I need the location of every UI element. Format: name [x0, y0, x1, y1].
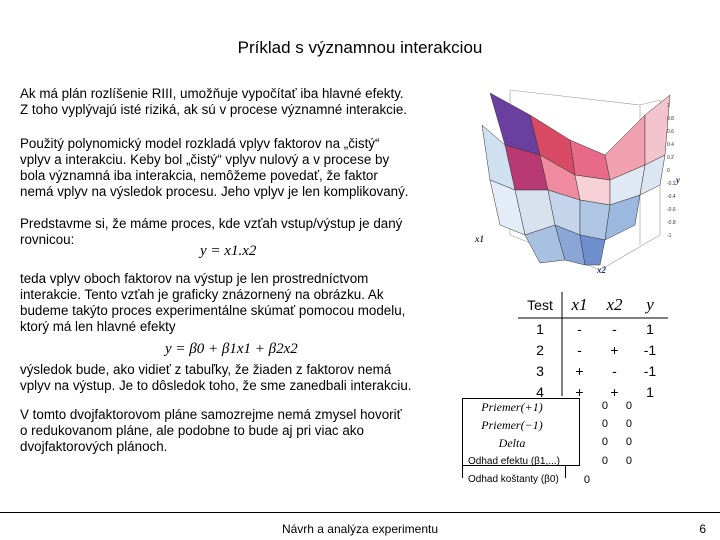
- table-cell: -: [577, 341, 582, 358]
- table-cell: -: [612, 362, 617, 379]
- table-cell: 2: [536, 341, 544, 358]
- table-cell: 1: [646, 320, 654, 337]
- page-number: 6: [699, 522, 706, 536]
- design-header-test: Test: [527, 297, 553, 313]
- page-title: Príklad s významnou interakciou: [237, 38, 483, 57]
- table-cell: +: [610, 341, 619, 358]
- design-table: [518, 292, 668, 402]
- plot-tick: -0.6: [667, 207, 676, 213]
- plot-tick: 0.4: [667, 142, 674, 148]
- paragraph-reduced-plan: V tomto dvojfaktorovom pláne samozrejme nemá zmysel hovoriť o redukovanom pláne, ale podobne to bude aj pri viac ako dvojfaktorových plánoch.: [20, 407, 402, 454]
- paragraph-process: Predstavme si, že máme proces, kde vzťah vstup/výstup je daný rovnicou:: [20, 216, 403, 247]
- paragraph-result: výsledok bude, ako vidieť z tabuľky, že žiaden z faktorov nemá vplyv na výstup. Je to dôsledok toho, že sme zanedbali interakciu.: [20, 362, 412, 393]
- table-cell: -1: [643, 362, 657, 379]
- table-row: [518, 318, 668, 339]
- table-cell: 3: [536, 362, 544, 379]
- effects-label-constant-estimate: Odhad koštanty (β0): [468, 474, 559, 485]
- equation-interaction-text: y = x1.x2: [200, 243, 257, 259]
- effects-label-mean-minus: Priemer(−1): [481, 418, 543, 432]
- table-cell: 4: [536, 383, 544, 400]
- plot-tick: 0.6: [667, 129, 674, 135]
- effects-label-mean-plus: Priemer(+1): [481, 400, 543, 414]
- saddle-surface-plot: [470, 85, 685, 285]
- footer-text: Návrh a analýza experimentu: [281, 522, 439, 536]
- effects-label-effect-estimate: Odhad efektu (β1,...): [468, 456, 560, 467]
- plot-axis-label-x1: x1: [475, 234, 484, 244]
- table-cell: 0: [625, 455, 632, 467]
- plot-axis-label-x2: x2: [597, 265, 606, 275]
- footer-divider: [0, 512, 720, 513]
- table-cell: 0: [625, 400, 632, 412]
- design-header-x1: x1: [571, 295, 588, 314]
- paragraph-graph: teda vplyv oboch faktorov na výstup je len prostredníctvom interakcie. Tento vzťah je graficky znázornený na obrázku. Ak budeme takýto proces experimentálne skúmať pomocou modelu, ktorý má len hlavné efekty: [20, 271, 406, 334]
- table-cell: -1: [643, 341, 657, 358]
- plot-tick: 0.2: [667, 155, 674, 161]
- equation-main-effects: [165, 341, 298, 358]
- plot-tick: 0: [667, 168, 670, 174]
- table-cell: 0: [601, 455, 608, 467]
- plot-axis-label-y: y: [676, 175, 680, 185]
- table-cell: 0: [601, 436, 608, 448]
- table-cell: -: [612, 320, 617, 337]
- table-cell: 1: [536, 320, 544, 337]
- table-cell: -: [577, 320, 582, 337]
- plot-tick: 0.8: [667, 116, 674, 122]
- table-cell: 1: [646, 383, 654, 400]
- table-cell: +: [575, 383, 584, 400]
- plot-tick: -1: [667, 233, 672, 239]
- table-cell: 0: [583, 474, 590, 486]
- table-cell: +: [575, 362, 584, 379]
- plot-tick: -0.4: [667, 194, 676, 200]
- table-cell: 0: [625, 418, 632, 430]
- equation-main-effects-text: y = β0 + β1x1 + β2x2: [165, 341, 298, 357]
- plot-tick: -0.2: [667, 181, 676, 187]
- design-header-x2: x2: [606, 295, 623, 314]
- table-row: [518, 339, 668, 360]
- equation-interaction: [200, 243, 256, 260]
- paragraph-model: Použitý polynomický model rozkladá vplyv faktorov na „čistý“ vplyv a interakciu. Keby bol „čistý“ vplyv nulový a v procese by bola významná iba interakcia, nemôžeme povedať, že faktor nemá vplyv na výsledok procesu. Jeho vplyv je len komplikovaný.: [20, 136, 409, 199]
- table-cell: 0: [625, 436, 632, 448]
- design-header-y: y: [646, 295, 654, 314]
- plot-tick: 1: [667, 103, 670, 109]
- effects-label-delta: Delta: [498, 436, 526, 450]
- plot-tick: -0.8: [667, 220, 676, 226]
- table-cell: +: [610, 383, 619, 400]
- effects-table: [462, 398, 642, 490]
- table-row: [518, 360, 668, 381]
- paragraph-resolution: Ak má plán rozlíšenie RIII, umožňuje vypočítať iba hlavné efekty. Z toho vyplývajú isté riziká, ak sú v procese významné interakcie.: [20, 86, 408, 117]
- table-cell: 0: [601, 418, 608, 430]
- table-cell: 0: [601, 400, 608, 412]
